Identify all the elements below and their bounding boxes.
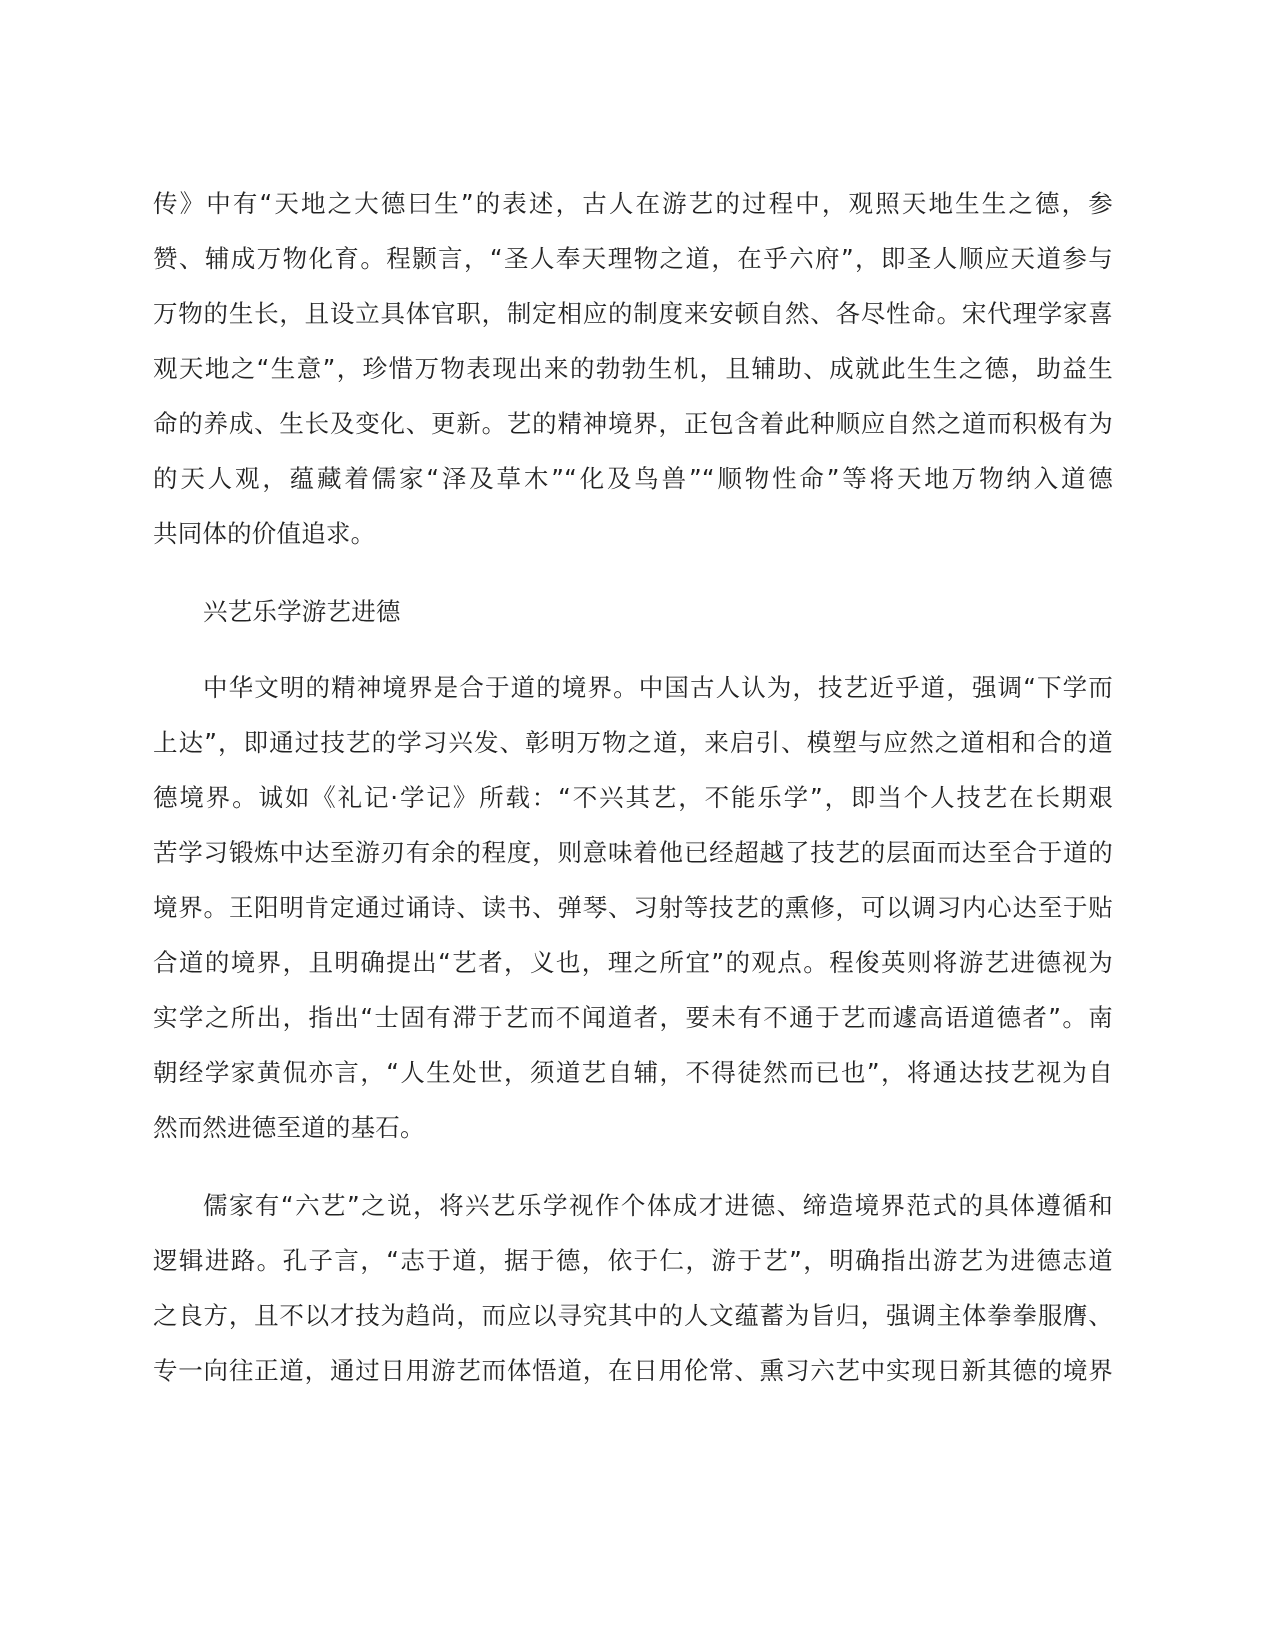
text-line: 中华文明的精神境界是合于道的境界。中国古人认为，技艺近乎道，强调“下学而 — [203, 673, 1113, 702]
text-line: 传》中有“天地之大德曰生”的表述，古人在游艺的过程中，观照天地生生之德，参 — [153, 189, 1113, 218]
text-line: 实学之所出，指出“士固有滞于艺而不闻道者，要未有不通于艺而遽高语道德者”。南 — [153, 1003, 1113, 1032]
text-line: 然而然进德至道的基石。 — [153, 1113, 425, 1142]
text-line: 上达”，即通过技艺的学习兴发、彰明万物之道，来启引、模塑与应然之道相和合的道 — [153, 728, 1113, 757]
text-line: 共同体的价值追求。 — [153, 519, 376, 548]
text-line: 专一向往正道，通过日用游艺而体悟道，在日用伦常、熏习六艺中实现日新其德的境界 — [153, 1356, 1113, 1385]
text-line: 的天人观，蕴藏着儒家“泽及草木”“化及鸟兽”“顺物性命”等将天地万物纳入道德 — [153, 464, 1113, 493]
text-line: 之良方，且不以才技为趋尚，而应以寻究其中的人文蕴蓄为旨归，强调主体拳拳服膺、 — [153, 1301, 1113, 1330]
text-line: 合道的境界，且明确提出“艺者，义也，理之所宜”的观点。程俊英则将游艺进德视为 — [153, 948, 1113, 977]
section-heading: 兴艺乐学游艺进德 — [203, 597, 401, 626]
text-line: 苦学习锻炼中达至游刃有余的程度，则意味着他已经超越了技艺的层面而达至合于道的 — [153, 838, 1113, 867]
text-line: 赞、辅成万物化育。程颢言，“圣人奉天理物之道，在乎六府”，即圣人顺应天道参与 — [153, 244, 1113, 273]
text-line: 逻辑进路。孔子言，“志于道，据于德，依于仁，游于艺”，明确指出游艺为进德志道 — [153, 1246, 1113, 1275]
text-line: 万物的生长，且设立具体官职，制定相应的制度来安顿自然、各尽性命。宋代理学家喜 — [153, 299, 1113, 328]
text-line: 德境界。诚如《礼记·学记》所载：“不兴其艺，不能乐学”，即当个人技艺在长期艰 — [153, 783, 1113, 812]
text-line: 命的养成、生长及变化、更新。艺的精神境界，正包含着此种顺应自然之道而积极有为 — [153, 409, 1113, 438]
text-line: 朝经学家黄侃亦言，“人生处世，须道艺自辅，不得徒然而已也”，将通达技艺视为自 — [153, 1058, 1113, 1087]
text-line: 观天地之“生意”，珍惜万物表现出来的勃勃生机，且辅助、成就此生生之德，助益生 — [153, 354, 1113, 383]
text-line: 儒家有“六艺”之说，将兴艺乐学视作个体成才进德、缔造境界范式的具体遵循和 — [203, 1191, 1113, 1220]
text-line: 境界。王阳明肯定通过诵诗、读书、弹琴、习射等技艺的熏修，可以调习内心达至于贴 — [153, 893, 1113, 922]
